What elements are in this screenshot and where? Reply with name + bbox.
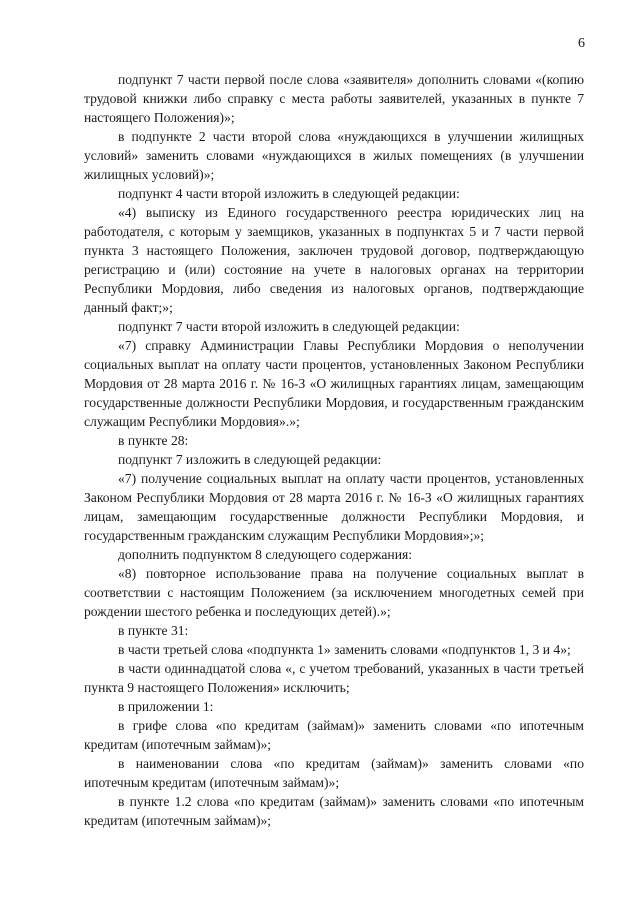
paragraph: в подпункте 2 части второй слова «нуждающихся в улучшении жилищных условий» заменить словами «нуждающихся в жилых помещениях (в улучшении жилищных условий)»;	[84, 129, 584, 182]
paragraph: подпункт 7 части первой после слова «заявителя» дополнить словами «(копию трудовой книжки либо справку с места работы заявителей, указанных в пункте 7 настоящего Положения)»;	[84, 72, 584, 125]
document-body	[84, 70, 584, 830]
paragraph: подпункт 7 части второй изложить в следующей редакции:	[118, 319, 460, 334]
paragraph: в приложении 1:	[118, 699, 214, 714]
paragraph: в части третьей слова «подпункта 1» заменить словами «подпунктов 1, 3 и 4»;	[118, 642, 571, 657]
page-number: 6	[578, 36, 585, 51]
paragraph: дополнить подпунктом 8 следующего содержания:	[118, 547, 413, 562]
paragraph: подпункт 4 части второй изложить в следующей редакции:	[118, 186, 460, 201]
paragraph: в пункте 1.2 слова «по кредитам (займам)» заменить словами «по ипотечным кредитам (ипотечным займам)»;	[84, 794, 584, 828]
paragraph: «7) получение социальных выплат на оплату части процентов, установленных Законом Республики Мордовия от 28 марта 2016 г. № 16-З «О жилищных гарантиях лицам, замещающим государственные должности Республики Мордовия, и государственным гражданским служащим Республики Мордовия»;»;	[84, 471, 584, 543]
paragraph: в грифе слова «по кредитам (займам)» заменить словами «по ипотечным кредитам (ипотечным займам)»;	[84, 718, 584, 752]
paragraph: «4) выписку из Единого государственного реестра юридических лиц на работодателя, с которым у заемщиков, указанных в подпунктах 5 и 7 части первой пункта 3 настоящего Положения, заключен трудовой договор, подтверждающую регистрацию и (или) состояние на учете в налоговых органах на территории Республики Мордовия, либо сведения из налоговых органов, подтверждающие данный факт;»;	[84, 205, 584, 315]
paragraph: в части одиннадцатой слова «, с учетом требований, указанных в части третьей пункта 9 настоящего Положения» исключить;	[84, 661, 584, 695]
paragraph: в наименовании слова «по кредитам (займам)» заменить словами «по ипотечным кредитам (ипотечным займам)»;	[84, 756, 584, 790]
paragraph: подпункт 7 изложить в следующей редакции:	[118, 452, 382, 467]
paragraph: «8) повторное использование права на получение социальных выплат в соответствии с настоящим Положением (за исключением многодетных семей при рождении шестого ребенка и последующих детей).»;	[84, 566, 584, 619]
paragraph: в пункте 31:	[118, 623, 189, 638]
paragraph: «7) справку Администрации Главы Республики Мордовия о неполучении социальных выплат на оплату части процентов, установленных Законом Республики Мордовия от 28 марта 2016 г. № 16-З «О жилищных гарантиях лицам, замещающим государственные должности Республики Мордовия, и государственным гражданским служащим Республики Мордовия».»;	[84, 338, 584, 429]
paragraph: в пункте 28:	[118, 433, 189, 448]
